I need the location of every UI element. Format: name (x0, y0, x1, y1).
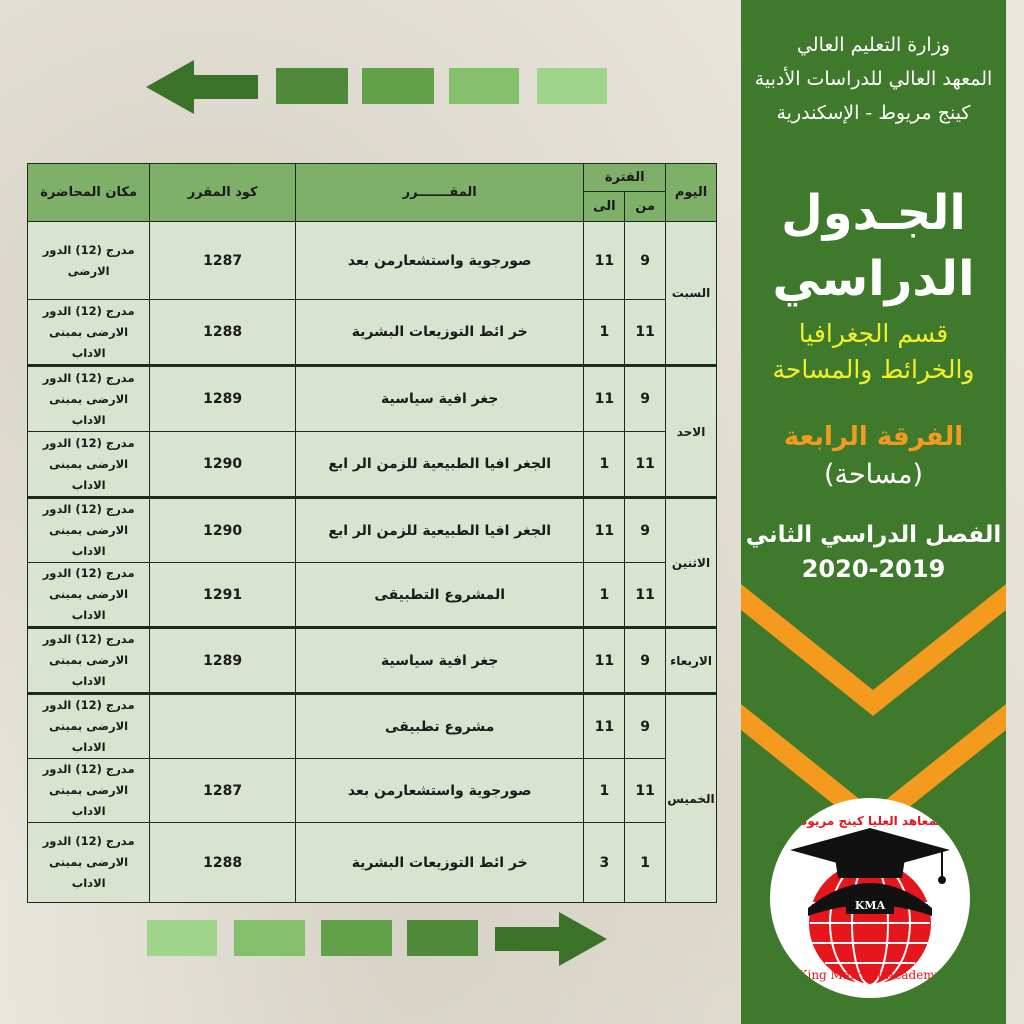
day-cell: الاربعاء (666, 628, 717, 694)
course-code-cell: 1288 (150, 823, 296, 903)
header-place: مكان المحاضرة (28, 164, 150, 222)
lecture-place-cell: مدرج (12) الدور الارضى بمبنى الاداب (28, 694, 150, 759)
decor-square (407, 920, 478, 956)
day-cell: الاحد (666, 366, 717, 498)
logo-bottom-text: King Marriott Academy (798, 968, 942, 982)
course-code-cell: 1288 (150, 300, 296, 366)
lecture-place-cell: مدرج (12) الدور الارضى بمبنى الاداب (28, 300, 150, 366)
course-code-cell: 1287 (150, 222, 296, 300)
course-cell: جغر افية سياسية (295, 366, 583, 432)
period-to-cell: 1 (584, 563, 625, 628)
course-cell: جغر افية سياسية (295, 628, 583, 694)
period-from-cell: 9 (625, 222, 666, 300)
period-to-cell: 1 (584, 432, 625, 498)
department-line-1: قسم الجغرافيا (798, 319, 949, 348)
table-row (28, 498, 717, 563)
header-code: كود المقرر (150, 164, 296, 222)
lecture-place-cell: مدرج (12) الدور الارضى (28, 222, 150, 300)
course-cell: المشروع التطبيقى (295, 563, 583, 628)
period-to-cell: 11 (584, 366, 625, 432)
course-code-cell: 1291 (150, 563, 296, 628)
course-cell: خر ائط التوزيعات البشرية (295, 823, 583, 903)
period-from-cell: 11 (625, 300, 666, 366)
grade-specialization: (مساحة) (823, 459, 923, 490)
lecture-place-cell: مدرج (12) الدور الارضى بمبنى الاداب (28, 823, 150, 903)
period-to-cell: 3 (584, 823, 625, 903)
decor-square (449, 68, 519, 104)
period-to-cell: 1 (584, 300, 625, 366)
left-arrow-icon (146, 60, 261, 114)
lecture-place-cell: مدرج (12) الدور الارضى بمبنى الاداب (28, 563, 150, 628)
table-row (28, 222, 717, 300)
day-cell: السبت (666, 222, 717, 366)
course-code-cell: 1289 (150, 628, 296, 694)
course-cell: الجغر افيا الطبيعية للزمن الر ابع (295, 498, 583, 563)
course-cell: صورجوية واستشعارمن بعد (295, 759, 583, 823)
header-line-3: كينج مريوط - الإسكندرية (776, 102, 971, 124)
table-row (28, 823, 717, 903)
period-to-cell: 11 (584, 694, 625, 759)
period-to-cell: 11 (584, 628, 625, 694)
header-line-1: وزارة التعليم العالي (796, 34, 951, 56)
header-from: من (625, 192, 666, 222)
period-from-cell: 9 (625, 628, 666, 694)
course-cell: مشروع تطبيقى (295, 694, 583, 759)
table-row (28, 628, 717, 694)
period-to-cell: 11 (584, 498, 625, 563)
decor-square (537, 68, 607, 104)
term-label: الفصل الدراسي الثاني (745, 522, 1002, 548)
logo-top-text: المعاهد العليا كينج مريوط (794, 814, 946, 828)
day-cell: الخميس (666, 694, 717, 903)
grade-label: الفرقة الرابعة (783, 422, 964, 452)
course-code-cell: 1287 (150, 759, 296, 823)
lecture-place-cell: مدرج (12) الدور الارضى بمبنى الاداب (28, 498, 150, 563)
period-to-cell: 1 (584, 759, 625, 823)
title-line-1: الجـدول (781, 185, 966, 241)
lecture-place-cell: مدرج (12) الدور الارضى بمبنى الاداب (28, 628, 150, 694)
course-code-cell (150, 694, 296, 759)
academy-logo (770, 798, 970, 998)
lecture-place-cell: مدرج (12) الدور الارضى بمبنى الاداب (28, 432, 150, 498)
decor-square (147, 920, 217, 956)
period-from-cell: 11 (625, 563, 666, 628)
period-from-cell: 1 (625, 823, 666, 903)
period-from-cell: 9 (625, 498, 666, 563)
table-row (28, 300, 717, 366)
table-row (28, 432, 717, 498)
period-to-cell: 11 (584, 222, 625, 300)
header-period: الفترة (584, 164, 666, 192)
header-to: الى (584, 192, 625, 222)
course-code-cell: 1289 (150, 366, 296, 432)
course-code-cell: 1290 (150, 498, 296, 563)
schedule-title (741, 180, 1006, 312)
schedule-table (27, 163, 717, 903)
table-row (28, 366, 717, 432)
department-name (741, 316, 1006, 388)
decor-square (362, 68, 434, 104)
header-day: اليوم (666, 164, 717, 222)
period-from-cell: 9 (625, 366, 666, 432)
table-row (28, 694, 717, 759)
academic-year: 2020-2019 (801, 555, 946, 583)
period-from-cell: 11 (625, 759, 666, 823)
lecture-place-cell: مدرج (12) الدور الارضى بمبنى الاداب (28, 759, 150, 823)
schedule-body (28, 222, 717, 903)
course-code-cell: 1290 (150, 432, 296, 498)
logo-abbreviation: KMA (854, 899, 886, 912)
period-from-cell: 11 (625, 432, 666, 498)
decor-square (321, 920, 392, 956)
decor-square (234, 920, 305, 956)
header-course: المقـــــــرر (295, 164, 583, 222)
table-row (28, 759, 717, 823)
period-from-cell: 9 (625, 694, 666, 759)
course-cell: خر ائط التوزيعات البشرية (295, 300, 583, 366)
right-arrow-icon (495, 912, 607, 966)
decor-square (276, 68, 348, 104)
course-cell: الجغر افيا الطبيعية للزمن الر ابع (295, 432, 583, 498)
lecture-place-cell: مدرج (12) الدور الارضى بمبنى الاداب (28, 366, 150, 432)
ministry-header (741, 28, 1006, 130)
course-cell: صورجوية واستشعارمن بعد (295, 222, 583, 300)
day-cell: الاثنين (666, 498, 717, 628)
department-line-2: والخرائط والمساحة (772, 355, 975, 384)
header-line-2: المعهد العالي للدراسات الأدبية (754, 68, 993, 90)
table-row (28, 563, 717, 628)
title-line-2: الدراسي (772, 251, 975, 307)
